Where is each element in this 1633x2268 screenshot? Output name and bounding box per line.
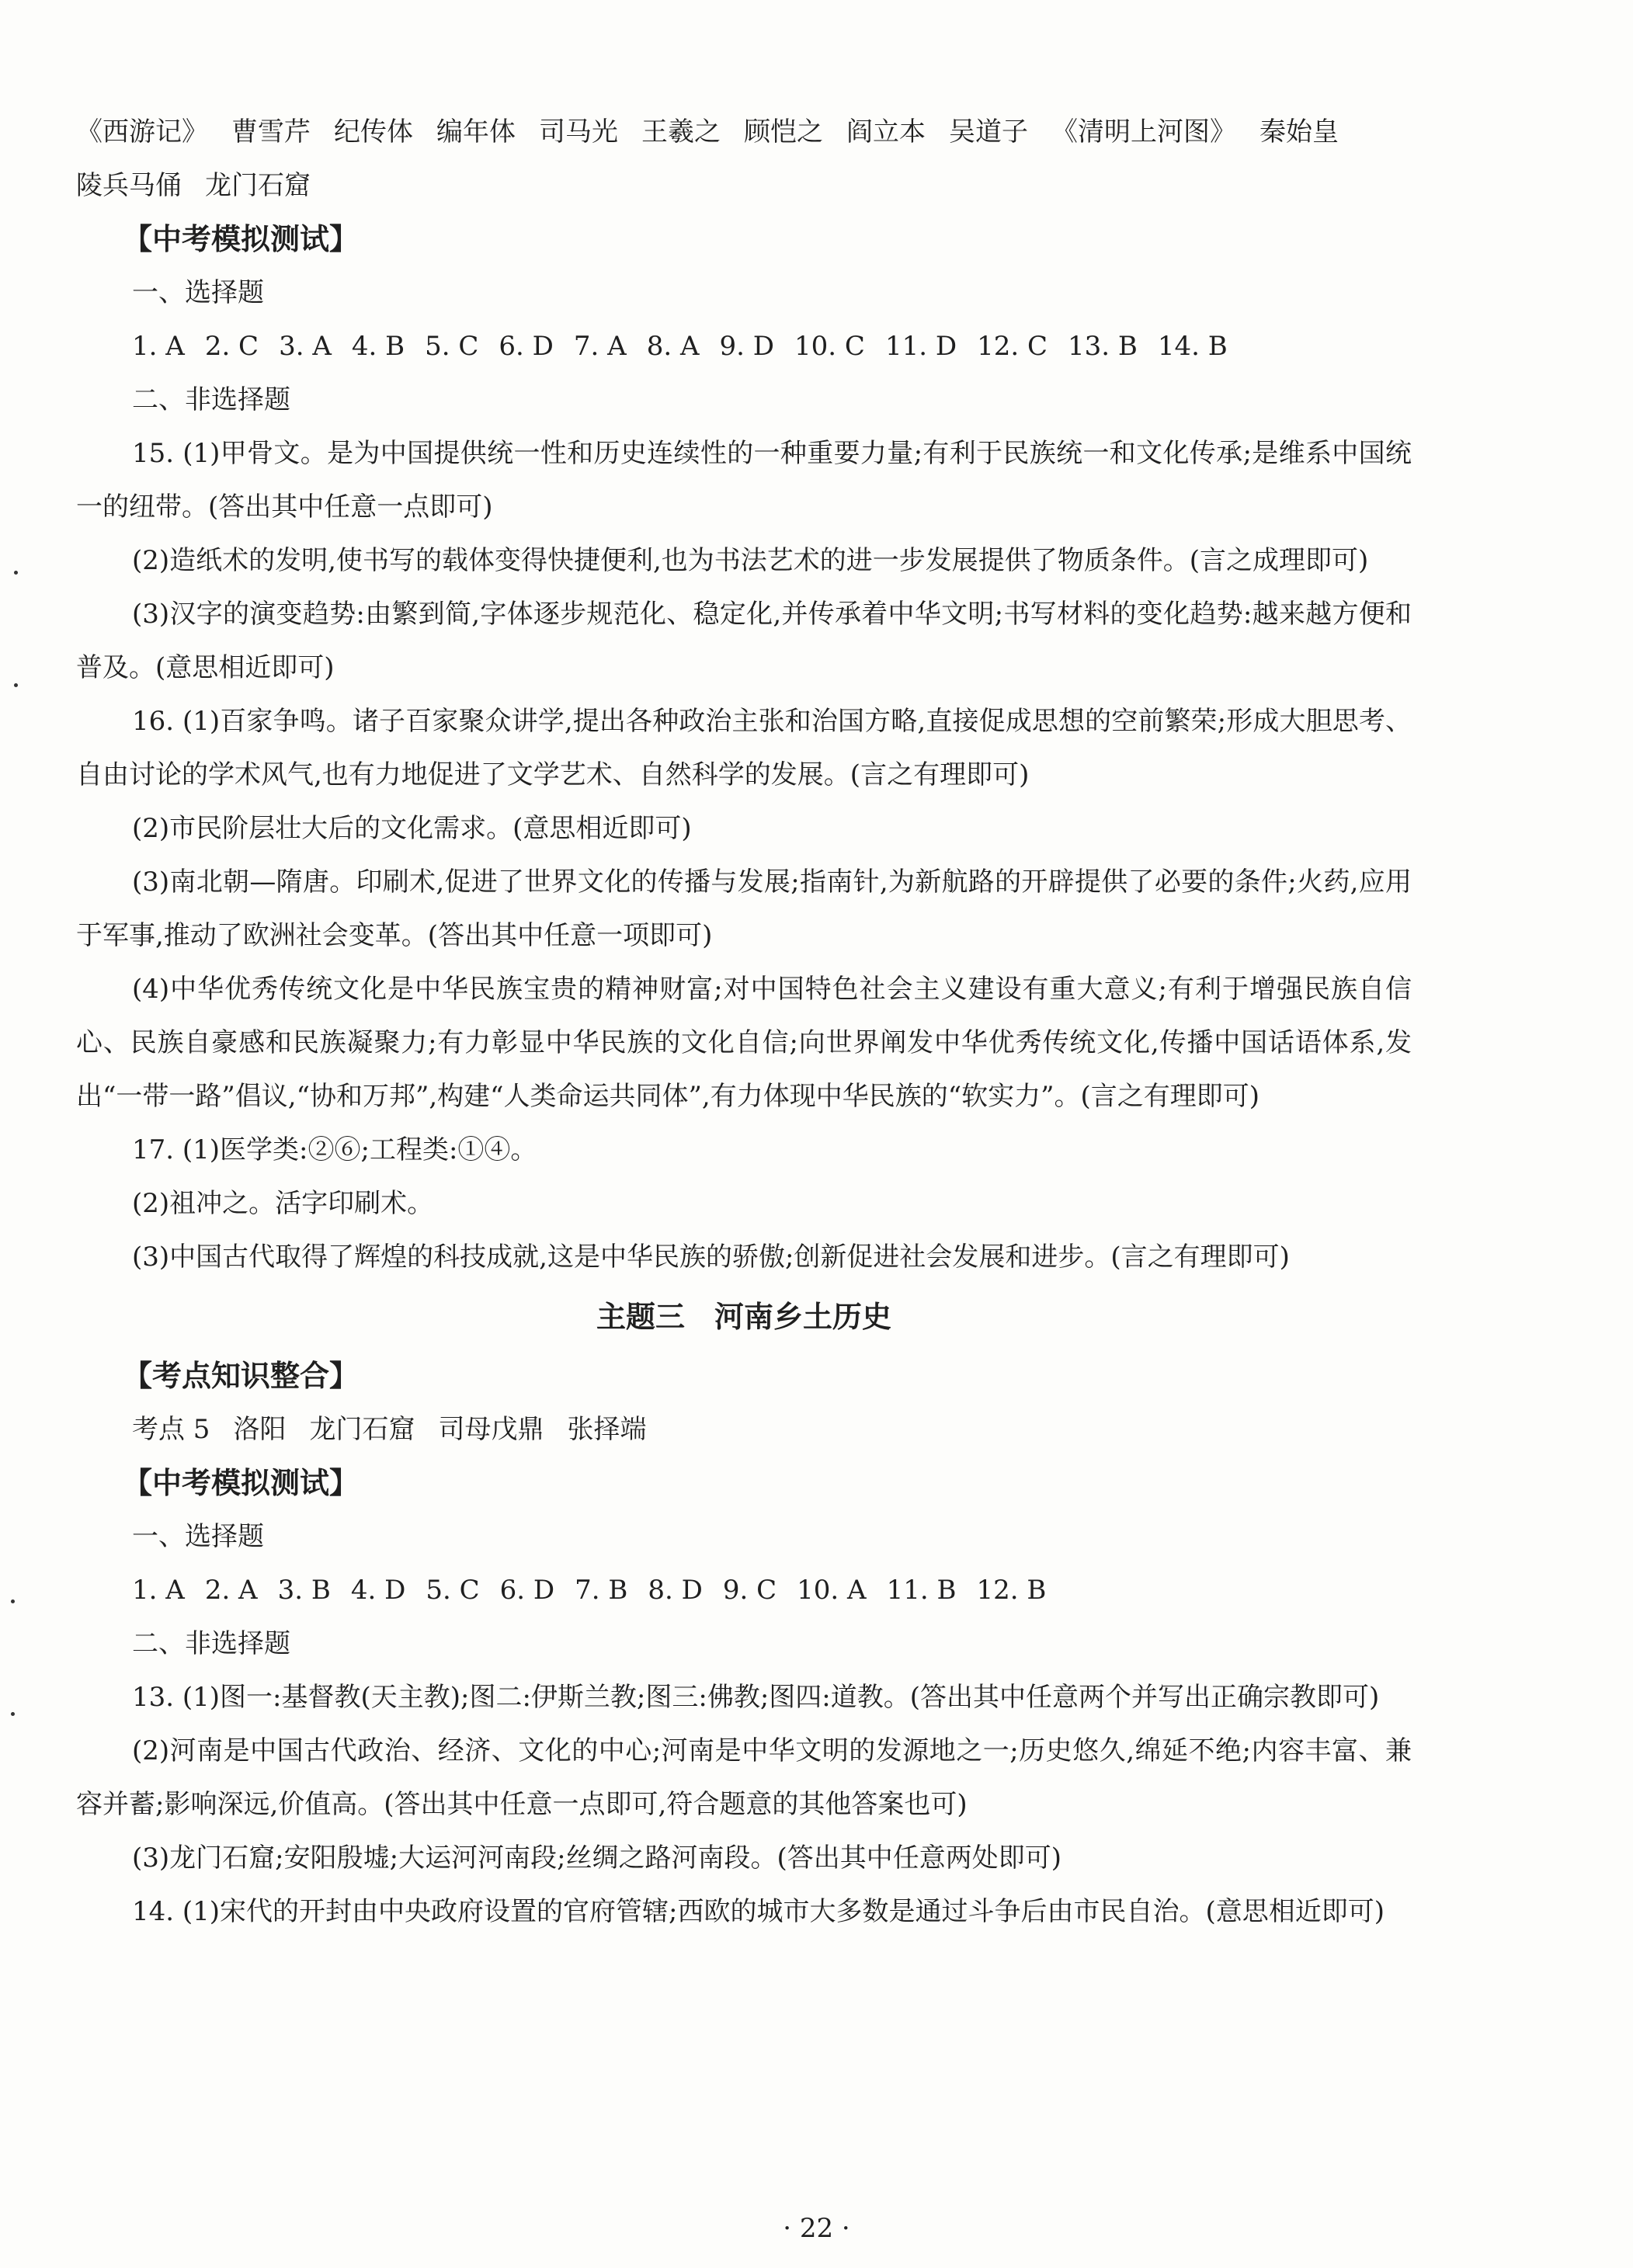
answer-paragraph: (3)南北朝—隋唐。印刷术,促进了世界文化的传播与发展;指南针,为新航路的开辟提供了必要的条件;火药,应用于军事,推动了欧洲社会变革。(答出其中任意一项即可) [76,867,1412,951]
knowledge-item: 张择端 [567,1414,647,1445]
answer: 3. B [277,1575,331,1606]
knowledge-heading: 【考点知识整合】 [123,1359,360,1393]
term: 吴道子 [949,116,1028,148]
answer: 1. A [132,1575,185,1606]
term: 曹雪芹 [231,116,311,148]
term: 编年体 [436,116,516,148]
answer-paragraph: 17. (1)医学类:②⑥;工程类:①④。 [132,1134,537,1165]
answer: 7. B [575,1575,628,1606]
term: 《清明上河图》 [1051,116,1236,148]
term: 秦始皇 [1259,116,1339,148]
term: 龙门石窟 [205,170,311,201]
answer-paragraph: (3)汉字的演变趋势:由繁到简,字体逐步规范化、稳定化,并传承着中华文明;书写材料的变化趋势:越来越方便和普及。(意思相近即可) [76,599,1412,683]
answer-paragraph: (3)中国古代取得了辉煌的科技成就,这是中华民族的骄傲;创新促进社会发展和进步。(言之有理即可) [132,1242,1290,1273]
answer-paragraph: (3)龙门石窟;安阳殷墟;大运河河南段;丝绸之路河南段。(答出其中任意两处即可) [132,1843,1062,1874]
term: 王羲之 [641,116,721,148]
knowledge-item: 洛阳 [233,1414,287,1445]
top-terms-line-1 [76,106,1412,159]
margin-dot [14,683,18,687]
top-terms-line-2 [76,159,1412,213]
answer: 10. A [797,1575,867,1606]
answer: 6. D [499,1575,555,1606]
section1-choice-answers [76,320,1412,373]
term: 阎立本 [846,116,926,148]
section1-heading: 【中考模拟测试】 [123,222,360,256]
knowledge-item: 考点 5 [132,1414,210,1445]
topic-title: 主题三 河南乡土历史 [596,1300,891,1334]
answer: 5. C [425,331,479,362]
answer: 4. B [351,331,405,362]
answer: 2. A [204,1575,258,1606]
section1-nonchoice-label: 二、非选择题 [132,384,290,415]
answer-paragraph: 13. (1)图一:基督教(天主教);图二:伊斯兰教;图三:佛教;图四:道教。(答出其中任意两个并写出正确宗教即可) [132,1682,1380,1713]
term: 顾恺之 [744,116,823,148]
answer: 11. D [884,331,957,362]
answer-paragraph: (4)中华优秀传统文化是中华民族宝贵的精神财富;对中国特色社会主义建设有重大意义;有利于增强民族自信心、民族自豪感和民族凝聚力;有力彰显中华民族的文化自信;向世界阐发中华优秀传统文化,传播中国话语体系,发出“一带一路”倡议,“协和万邦”,构建“人类命运共同体”,有力体现中华民族的“软实力”。(言之有理即可) [76,974,1412,1112]
section2-choice-answers [76,1564,1412,1617]
answer-paragraph: 14. (1)宋代的开封由中央政府设置的官府管辖;西欧的城市大多数是通过斗争后由市民自治。(意思相近即可) [132,1896,1385,1927]
answer: 10. C [794,331,865,362]
answer-paragraph: 16. (1)百家争鸣。诸子百家聚众讲学,提出各种政治主张和治国方略,直接促成思想的空前繁荣;形成大胆思考、自由讨论的学术风气,也有力地促进了文学艺术、自然科学的发展。(言之有理即可) [76,706,1412,790]
answer: 1. A [132,331,185,362]
margin-dot [14,571,18,575]
answer: 8. D [648,1575,703,1606]
section2-heading: 【中考模拟测试】 [123,1466,360,1500]
section2-choice-label: 一、选择题 [132,1521,264,1552]
answer: 3. A [279,331,332,362]
answer: 13. B [1068,331,1138,362]
answer: 5. C [426,1575,480,1606]
section1-choice-label: 一、选择题 [132,277,264,308]
margin-dot [11,1712,15,1716]
answer: 2. C [204,331,259,362]
term: 《西游记》 [76,116,208,148]
knowledge-item: 龙门石窟 [309,1414,415,1445]
answer-paragraph: (2)祖冲之。活字印刷术。 [132,1188,434,1219]
answer-paragraph: (2)河南是中国古代政治、经济、文化的中心;河南是中华文明的发源地之一;历史悠久,绵延不绝;内容丰富、兼容并蓄;影响深远,价值高。(答出其中任意一点即可,符合题意的其他答案也可) [76,1735,1412,1820]
section2-nonchoice-label: 二、非选择题 [132,1628,290,1659]
page-content [76,106,1412,1939]
answer-paragraph: (2)市民阶层壮大后的文化需求。(意思相近即可) [132,813,692,844]
answer-paragraph: 15. (1)甲骨文。是为中国提供统一性和历史连续性的一种重要力量;有利于民族统一和文化传承;是维系中国统一的纽带。(答出其中任意一点即可) [76,438,1412,523]
term: 司马光 [539,116,618,148]
answer: 12. C [977,331,1048,362]
knowledge-items [76,1403,1412,1457]
answer: 9. C [722,1575,777,1606]
answer: 6. D [499,331,554,362]
answer: 9. D [719,331,775,362]
answer: 8. A [646,331,700,362]
knowledge-item: 司母戊鼎 [438,1414,544,1445]
answer-paragraph: (2)造纸术的发明,使书写的载体变得快捷便利,也为书法艺术的进一步发展提供了物质条件。(言之成理即可) [132,545,1369,576]
term: 陵兵马俑 [76,170,182,201]
answer: 7. A [573,331,627,362]
answer: 11. B [886,1575,957,1606]
answer: 14. B [1157,331,1228,362]
page-number: · 22 · [783,2213,850,2244]
answer: 4. D [350,1575,406,1606]
margin-dot [11,1599,15,1603]
answer: 12. B [976,1575,1047,1606]
term: 纪传体 [334,116,413,148]
